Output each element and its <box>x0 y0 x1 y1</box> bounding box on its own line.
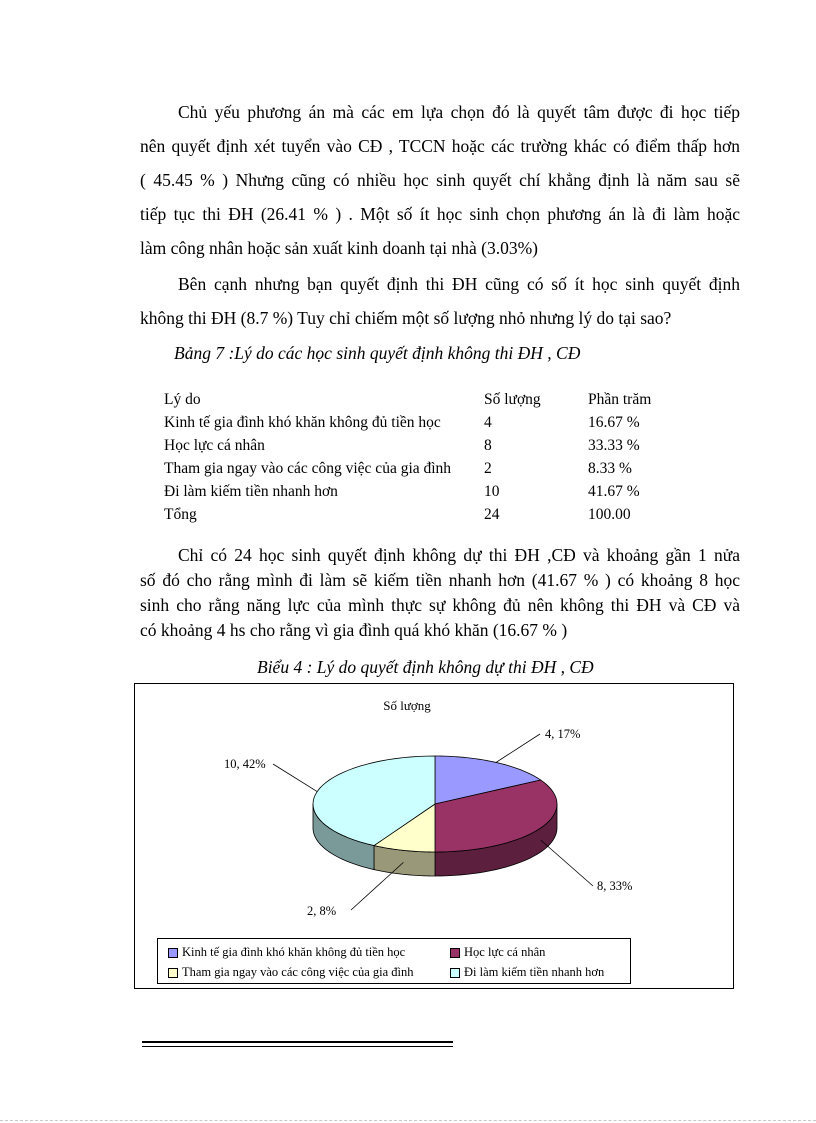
legend-item <box>168 965 414 980</box>
page-edge <box>0 1120 816 1121</box>
paragraph-line: có khoảng 4 hs cho rằng vì gia đình quá khó khăn (16.67 % ) <box>140 620 568 640</box>
leader-line <box>273 764 317 792</box>
table-cell: Kinh tế gia đình khó khăn không đủ tiền học <box>164 413 441 431</box>
legend-label: Đi làm kiếm tiền nhanh hơn <box>464 965 605 979</box>
table-header-cell: Lý do <box>164 390 201 408</box>
legend-item <box>450 965 604 980</box>
data-label: 4, 17% <box>545 727 581 741</box>
table-row <box>160 480 688 503</box>
data-label: 10, 42% <box>224 757 266 771</box>
paragraph-line: không thi ĐH (8.7 %) Tuy chỉ chiếm một số lượng nhỏ nhưng lý do tại sao? <box>140 308 672 328</box>
footer-rule <box>142 1046 453 1047</box>
table-cell: 10 <box>484 482 500 500</box>
data-label: 2, 8% <box>307 904 337 918</box>
legend-swatch <box>168 948 178 958</box>
paragraph-3 <box>140 543 740 643</box>
legend-item <box>450 945 545 960</box>
paragraph-2 <box>140 267 740 335</box>
paragraph-line: ( 45.45 % ) Nhưng cũng có nhiều học sinh quyết chí khẳng định là năm sau sẽ <box>140 170 740 190</box>
reasons-table <box>160 388 688 526</box>
table-row <box>160 457 688 480</box>
paragraph-line: Bên cạnh nhưng bạn quyết định thi ĐH cũng có số ít học sinh quyết định <box>178 274 740 294</box>
leader-line <box>541 840 593 886</box>
table-cell: 4 <box>484 413 492 431</box>
table-row <box>160 434 688 457</box>
paragraph-1 <box>140 95 740 265</box>
pie-chart-frame <box>134 683 734 989</box>
table-cell: 2 <box>484 459 492 477</box>
table-cell: Đi làm kiếm tiền nhanh hơn <box>164 482 338 500</box>
table-cell: 8.33 % <box>588 459 632 477</box>
table-row <box>160 411 688 434</box>
table-cell: Tham gia ngay vào các công việc của gia đình <box>164 459 452 477</box>
legend-label: Học lực cá nhân <box>464 945 546 959</box>
legend-label: Tham gia ngay vào các công việc của gia đình <box>182 965 414 979</box>
table-cell: 41.67 % <box>588 482 640 500</box>
chart-title: Số lượng <box>383 698 431 713</box>
table-cell: 16.67 % <box>588 413 640 431</box>
table-caption: Bảng 7 :Lý do các học sinh quyết định không thi ĐH , CĐ <box>174 343 581 363</box>
chart-legend <box>157 938 631 984</box>
legend-item <box>168 945 405 960</box>
table-cell: 100.00 <box>588 505 631 523</box>
footer-rule <box>142 1041 453 1043</box>
paragraph-line: Chủ yếu phương án mà các em lựa chọn đó là quyết tâm được đi học tiếp <box>178 102 740 122</box>
table-cell: 33.33 % <box>588 436 640 454</box>
legend-swatch <box>168 968 178 978</box>
chart-caption: Biểu 4 : Lý do quyết định không dự thi ĐH , CĐ <box>257 657 594 677</box>
table-header-cell: Phần trăm <box>588 390 652 408</box>
table-header-cell: Số lượng <box>484 390 541 408</box>
pie-chart <box>135 684 733 934</box>
table-cell: 8 <box>484 436 492 454</box>
legend-swatch <box>450 948 460 958</box>
table-total-row <box>160 503 688 526</box>
data-label: 8, 33% <box>597 879 633 893</box>
table-cell: Học lực cá nhân <box>164 436 265 454</box>
legend-label: Kinh tế gia đình khó khăn không đủ tiền học <box>182 945 406 959</box>
legend-swatch <box>450 968 460 978</box>
leader-line <box>496 734 540 762</box>
paragraph-line: Chỉ có 24 học sinh quyết định không dự thi ĐH ,CĐ và khoảng gần 1 nửa <box>178 545 740 565</box>
paragraph-line: sinh cho rằng năng lực của mình thực sự không đủ nên không thi ĐH và CĐ và <box>140 595 740 615</box>
paragraph-line: số đó cho rằng mình đi làm sẽ kiếm tiền nhanh hơn (41.67 % ) có khoảng 8 học <box>140 570 740 590</box>
paragraph-line: làm công nhân hoặc sản xuất kinh doanh tại nhà (3.03%) <box>140 238 539 258</box>
table-cell: Tổng <box>164 505 197 523</box>
paragraph-line: nên quyết định xét tuyển vào CĐ , TCCN hoặc các trường khác có điểm thấp hơn <box>140 136 740 156</box>
paragraph-line: tiếp tục thi ĐH (26.41 % ) . Một số ít học sinh chọn phương án là đi làm hoặc <box>140 204 740 224</box>
table-cell: 24 <box>484 505 500 523</box>
table-header-row <box>160 388 688 411</box>
